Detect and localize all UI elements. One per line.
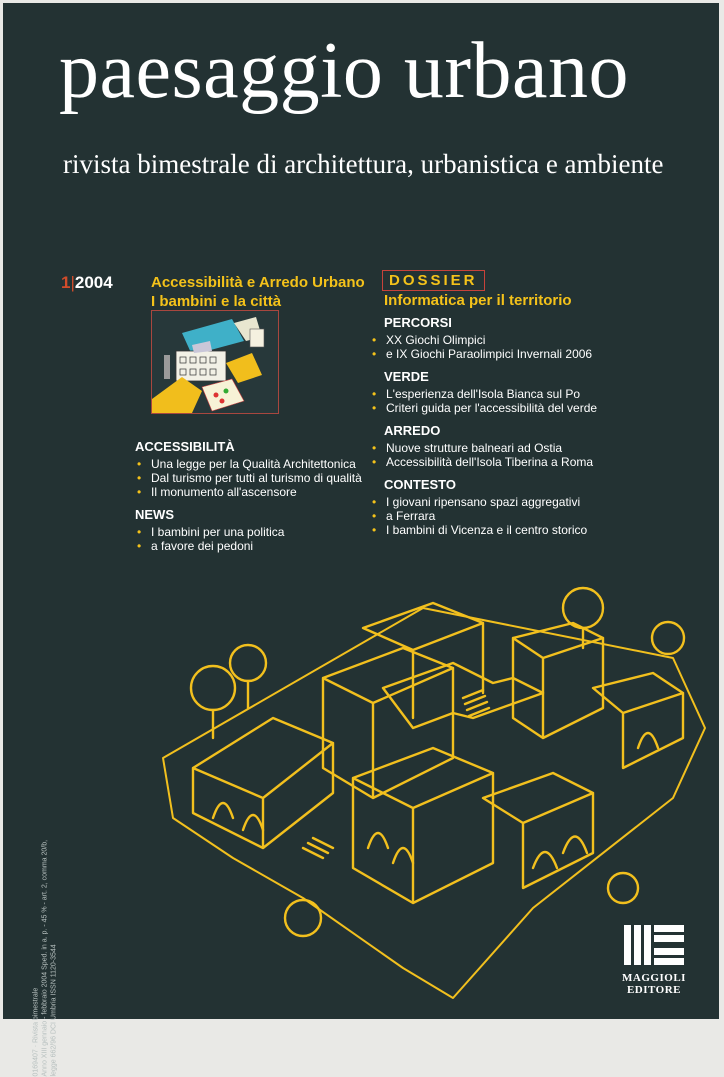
feature-line-2: I bambini e la città [151,293,282,310]
list-item: • I bambini per una politica [135,525,375,539]
fine-print-line: Anno XIII gennaio - febbraio 2004 Sped. in a. p. - 45 % - art. 2, comma 20/b, [41,839,49,1077]
issue-num: 1 [61,273,71,292]
fine-print [32,637,59,1077]
feature-headline [151,273,365,311]
section-heading: PERCORSI [384,315,452,330]
list-item: • L'esperienza dell'Isola Bianca sul Po [370,387,700,401]
list-item: • a favore dei pedoni [135,539,375,553]
publisher-line-2: EDITORE [626,984,682,996]
issue-year: 2004 [74,273,113,292]
publisher-line-1: MAGGIOLI [622,972,686,984]
list-item: • Nuove strutture balneari ad Ostia [370,441,700,455]
dossier-label: DOSSIER [382,270,485,291]
list-item: • a Ferrara [370,509,700,523]
list-item: • I giovani ripensano spazi aggregativi [370,495,700,509]
masthead-title: paesaggio urbano [59,27,630,115]
list-item: • Il monumento all'ascensore [135,485,375,499]
feature-line-1: Accessibilità e Arredo Urbano [151,274,365,291]
list-item: • XX Giochi Olimpici [370,333,700,347]
list-item: • I bambini di Vicenza e il centro storico [370,523,700,537]
issue-separator: | [70,273,75,292]
left-contents [135,439,375,561]
publisher-name [614,972,694,996]
list-item: • Dal turismo per tutti al turismo di qualità [135,471,375,485]
section-heading: VERDE [384,369,429,384]
feature-thumbnail-illustration [151,310,279,414]
list-item: • Accessibilità dell'Isola Tiberina a Roma [370,455,700,469]
masthead-subtitle: rivista bimestrale di architettura, urbanistica e ambiente [63,149,664,179]
fine-print-line: 0169407 · Rivista bimestrale [32,987,40,1077]
section-heading: ACCESSIBILITÀ [135,439,235,454]
publisher-mark-icon [622,923,686,967]
list-item: • e IX Giochi Paraolimpici Invernali 2006 [370,347,700,361]
list-item: • Una legge per la Qualità Architettonica [135,457,375,471]
magazine-cover [3,3,719,1077]
dossier-subtitle: Informatica per il territorio [384,292,572,309]
section-accessibilita [135,439,375,499]
issue-number [61,273,113,293]
list-item: • Criteri guida per l'accessibilità del verde [370,401,700,415]
dossier-contents [370,315,700,545]
fine-print-line: legge 662/96 DCI Umbria ISSN 1120-3544 [50,944,58,1077]
section-news [135,507,375,553]
section-heading: CONTESTO [384,477,456,492]
section-heading: NEWS [135,507,174,522]
section-heading: ARREDO [384,423,441,438]
publisher-logo [614,923,694,996]
